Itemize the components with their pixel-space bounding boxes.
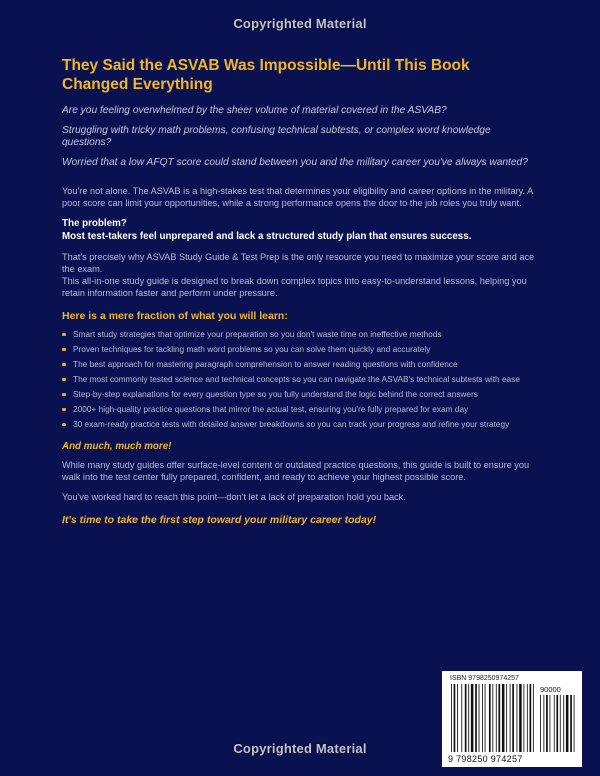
headline: They Said the ASVAB Was Impossible—Until This Book Changed Everything [62,57,470,93]
list-item: The most commonly tested science and technical concepts so you can navigate the ASVAB's technical subtests with ease [62,374,540,385]
list-item: Smart study strategies that optimize your preparation so you don't waste time on ineffective methods [62,329,540,340]
why-paragraph-1: That's precisely why ASVAB Study Guide & Test Prep is the only resource you need to maximize your score and ace the exam. [62,252,535,274]
price-code: 90000 [540,685,561,694]
list-item: 30 exam-ready practice tests with detailed answer breakdowns so you can track your progress and refine your strategy [62,419,540,430]
question-3: Worried that a low AFQT score could stand between you and the military career you've always wanted? [62,156,528,168]
copyright-watermark-top: Copyrighted Material [233,16,367,31]
list-item: 2000+ high-quality practice questions that mirror the actual test, ensuring you're fully prepared for exam day [62,404,540,415]
problem-text: Most test-takers feel unprepared and lack a structured study plan that ensures success. [62,231,472,242]
list-item: Proven techniques for tackling math word problems so you can solve them quickly and accurately [62,344,540,355]
isbn-label: ISBN 9798250974257 [450,675,519,682]
question-1: Are you feeling overwhelmed by the sheer volume of material covered in the ASVAB? [62,105,447,116]
closing-paragraph-1: While many study guides offer surface-level content or outdated practice questions, this guide is built to ensure you walk into the test center fully prepared, confident, and ready to achieve your highest possible score. [62,459,530,482]
call-to-action: It's time to take the first step toward your military career today! [62,513,377,526]
problem-heading: The problem? [62,218,127,229]
list-item: The best approach for mastering paragraph comprehension to answer reading questions with confidence [62,359,540,370]
back-cover-text [62,56,540,527]
barcode-digits: 9 798250 974257 [448,754,523,764]
much-more-line: And much, much more! [62,440,172,452]
learn-list [62,329,540,430]
copyright-watermark-bottom: Copyrighted Material [233,741,367,756]
question-2: Struggling with tricky math problems, confusing technical subtests, or complex word knowledge questions? [62,124,491,148]
why-paragraph-2: This all-in-one study guide is designed to break down complex topics into easy-to-understand lessons, helping you retain information faster and perform under pressure. [62,276,527,298]
list-item: Step-by-step explanations for every question type so you fully understand the logic behind the correct answers [62,389,540,400]
learn-heading: Here is a mere fraction of what you will learn: [62,310,288,322]
closing-paragraph-2: You've worked hard to reach this point—don't let a lack of preparation hold you back. [62,491,406,502]
intro-paragraph: You're not alone. The ASVAB is a high-stakes test that determines your eligibility and career options in the military. A poor score can limit your opportunities, while a strong performance opens the door to the job roles you truly want. [62,186,533,208]
